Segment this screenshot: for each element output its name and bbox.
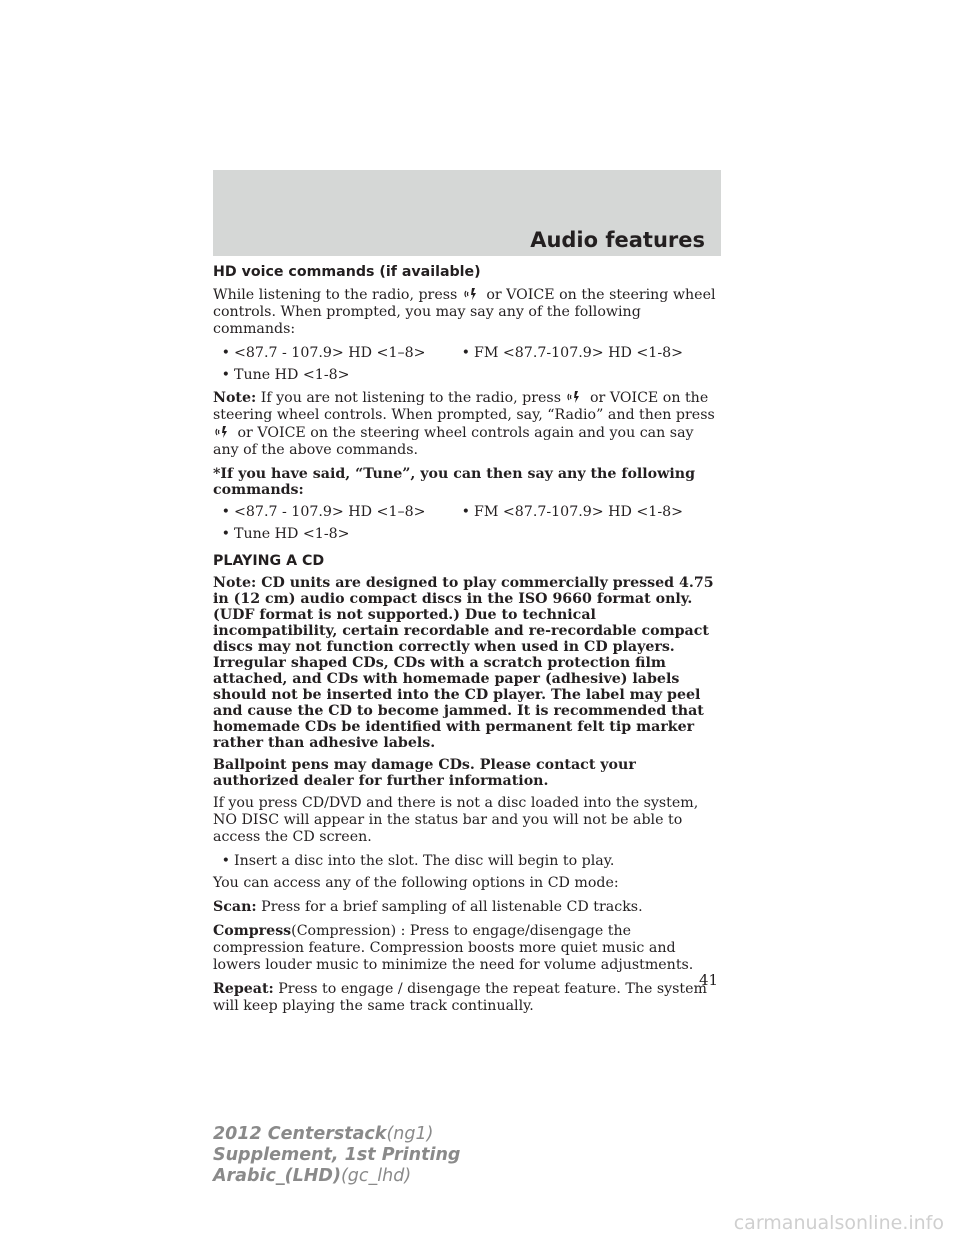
command-row: • <87.7 - 107.9> HD <1–8> • FM <87.7-107.9> HD <1-8> xyxy=(221,504,684,520)
command-item: Tune HD <1-8> xyxy=(234,526,350,542)
tune-lead: *If you have said, “Tune”, you can then say any the following commands: xyxy=(213,466,695,498)
hd-heading: HD voice commands (if available) xyxy=(213,264,481,280)
hd-note: Note: If you are not listening to the radio, press or VOICE on the steering wheel controls. When prompted, say, “Radio” and then press or VOICE on the steering wheel controls again and you can say any of the above commands. xyxy=(213,390,715,458)
watermark: carmanualsonline.info xyxy=(733,1212,944,1234)
command-item: <87.7 - 107.9> HD <1–8> xyxy=(234,345,426,361)
command-item: FM <87.7-107.9> HD <1-8> xyxy=(474,345,684,361)
command-row: • Tune HD <1-8> xyxy=(221,526,350,542)
command-item: <87.7 - 107.9> HD <1–8> xyxy=(234,504,426,520)
voice-command-icon xyxy=(464,286,478,302)
section-title: Audio features xyxy=(530,228,705,252)
repeat-option: Repeat: Press to engage / disengage the repeat feature. The system will keep playing the same track continually. xyxy=(213,981,707,1014)
scan-option: Scan: Press for a brief sampling of all listenable CD tracks. xyxy=(213,899,643,915)
options-intro: You can access any of the following options in CD mode: xyxy=(213,875,619,891)
section-header-band xyxy=(213,170,721,256)
cd-note: Note: CD units are designed to play commercially pressed 4.75 in (12 cm) audio compact discs in the ISO 9660 format only. (UDF format is not supported.) Due to technical incompatibility, certain recordable and re-recordable compact discs may not function correctly when used in CD players. Irregular shaped CDs, CDs with a scratch protection film attached, and CDs with homemade paper (adhesive) labels should not be inserted into the CD player. The label may peel and cause the CD to become jammed. It is recommended that homemade CDs be identified with permanent felt tip marker rather than adhesive labels. xyxy=(213,575,714,751)
insert-bullet: • Insert a disc into the slot. The disc will begin to play. xyxy=(221,853,615,869)
command-item: Tune HD <1-8> xyxy=(234,367,350,383)
no-disc-text: If you press CD/DVD and there is not a disc loaded into the system, NO DISC will appear in the status bar and you will not be able to access the CD screen. xyxy=(213,795,699,845)
page-content xyxy=(213,264,721,1022)
compress-option: Compress(Compression) : Press to engage/disengage the compression feature. Compression boosts more quiet music and lowers louder music to minimize the need for volume adjustments. xyxy=(213,923,694,973)
ballpoint-warning: Ballpoint pens may damage CDs. Please contact your authorized dealer for further information. xyxy=(213,757,636,789)
page-number: 41 xyxy=(699,971,719,989)
print-footer: 2012 Centerstack(ng1) Supplement, 1st Printing Arabic_(LHD)(gc_lhd) xyxy=(213,1124,461,1186)
command-item: FM <87.7-107.9> HD <1-8> xyxy=(474,504,684,520)
command-row: • Tune HD <1-8> xyxy=(221,367,350,383)
command-row: • <87.7 - 107.9> HD <1–8> • FM <87.7-107.9> HD <1-8> xyxy=(221,345,684,361)
hd-intro: While listening to the radio, press or VOICE on the steering wheel controls. When prompted, you may say any of the following commands: xyxy=(213,287,716,337)
cd-heading: PLAYING A CD xyxy=(213,553,325,569)
voice-command-icon xyxy=(567,389,581,405)
voice-command-icon xyxy=(215,424,229,440)
